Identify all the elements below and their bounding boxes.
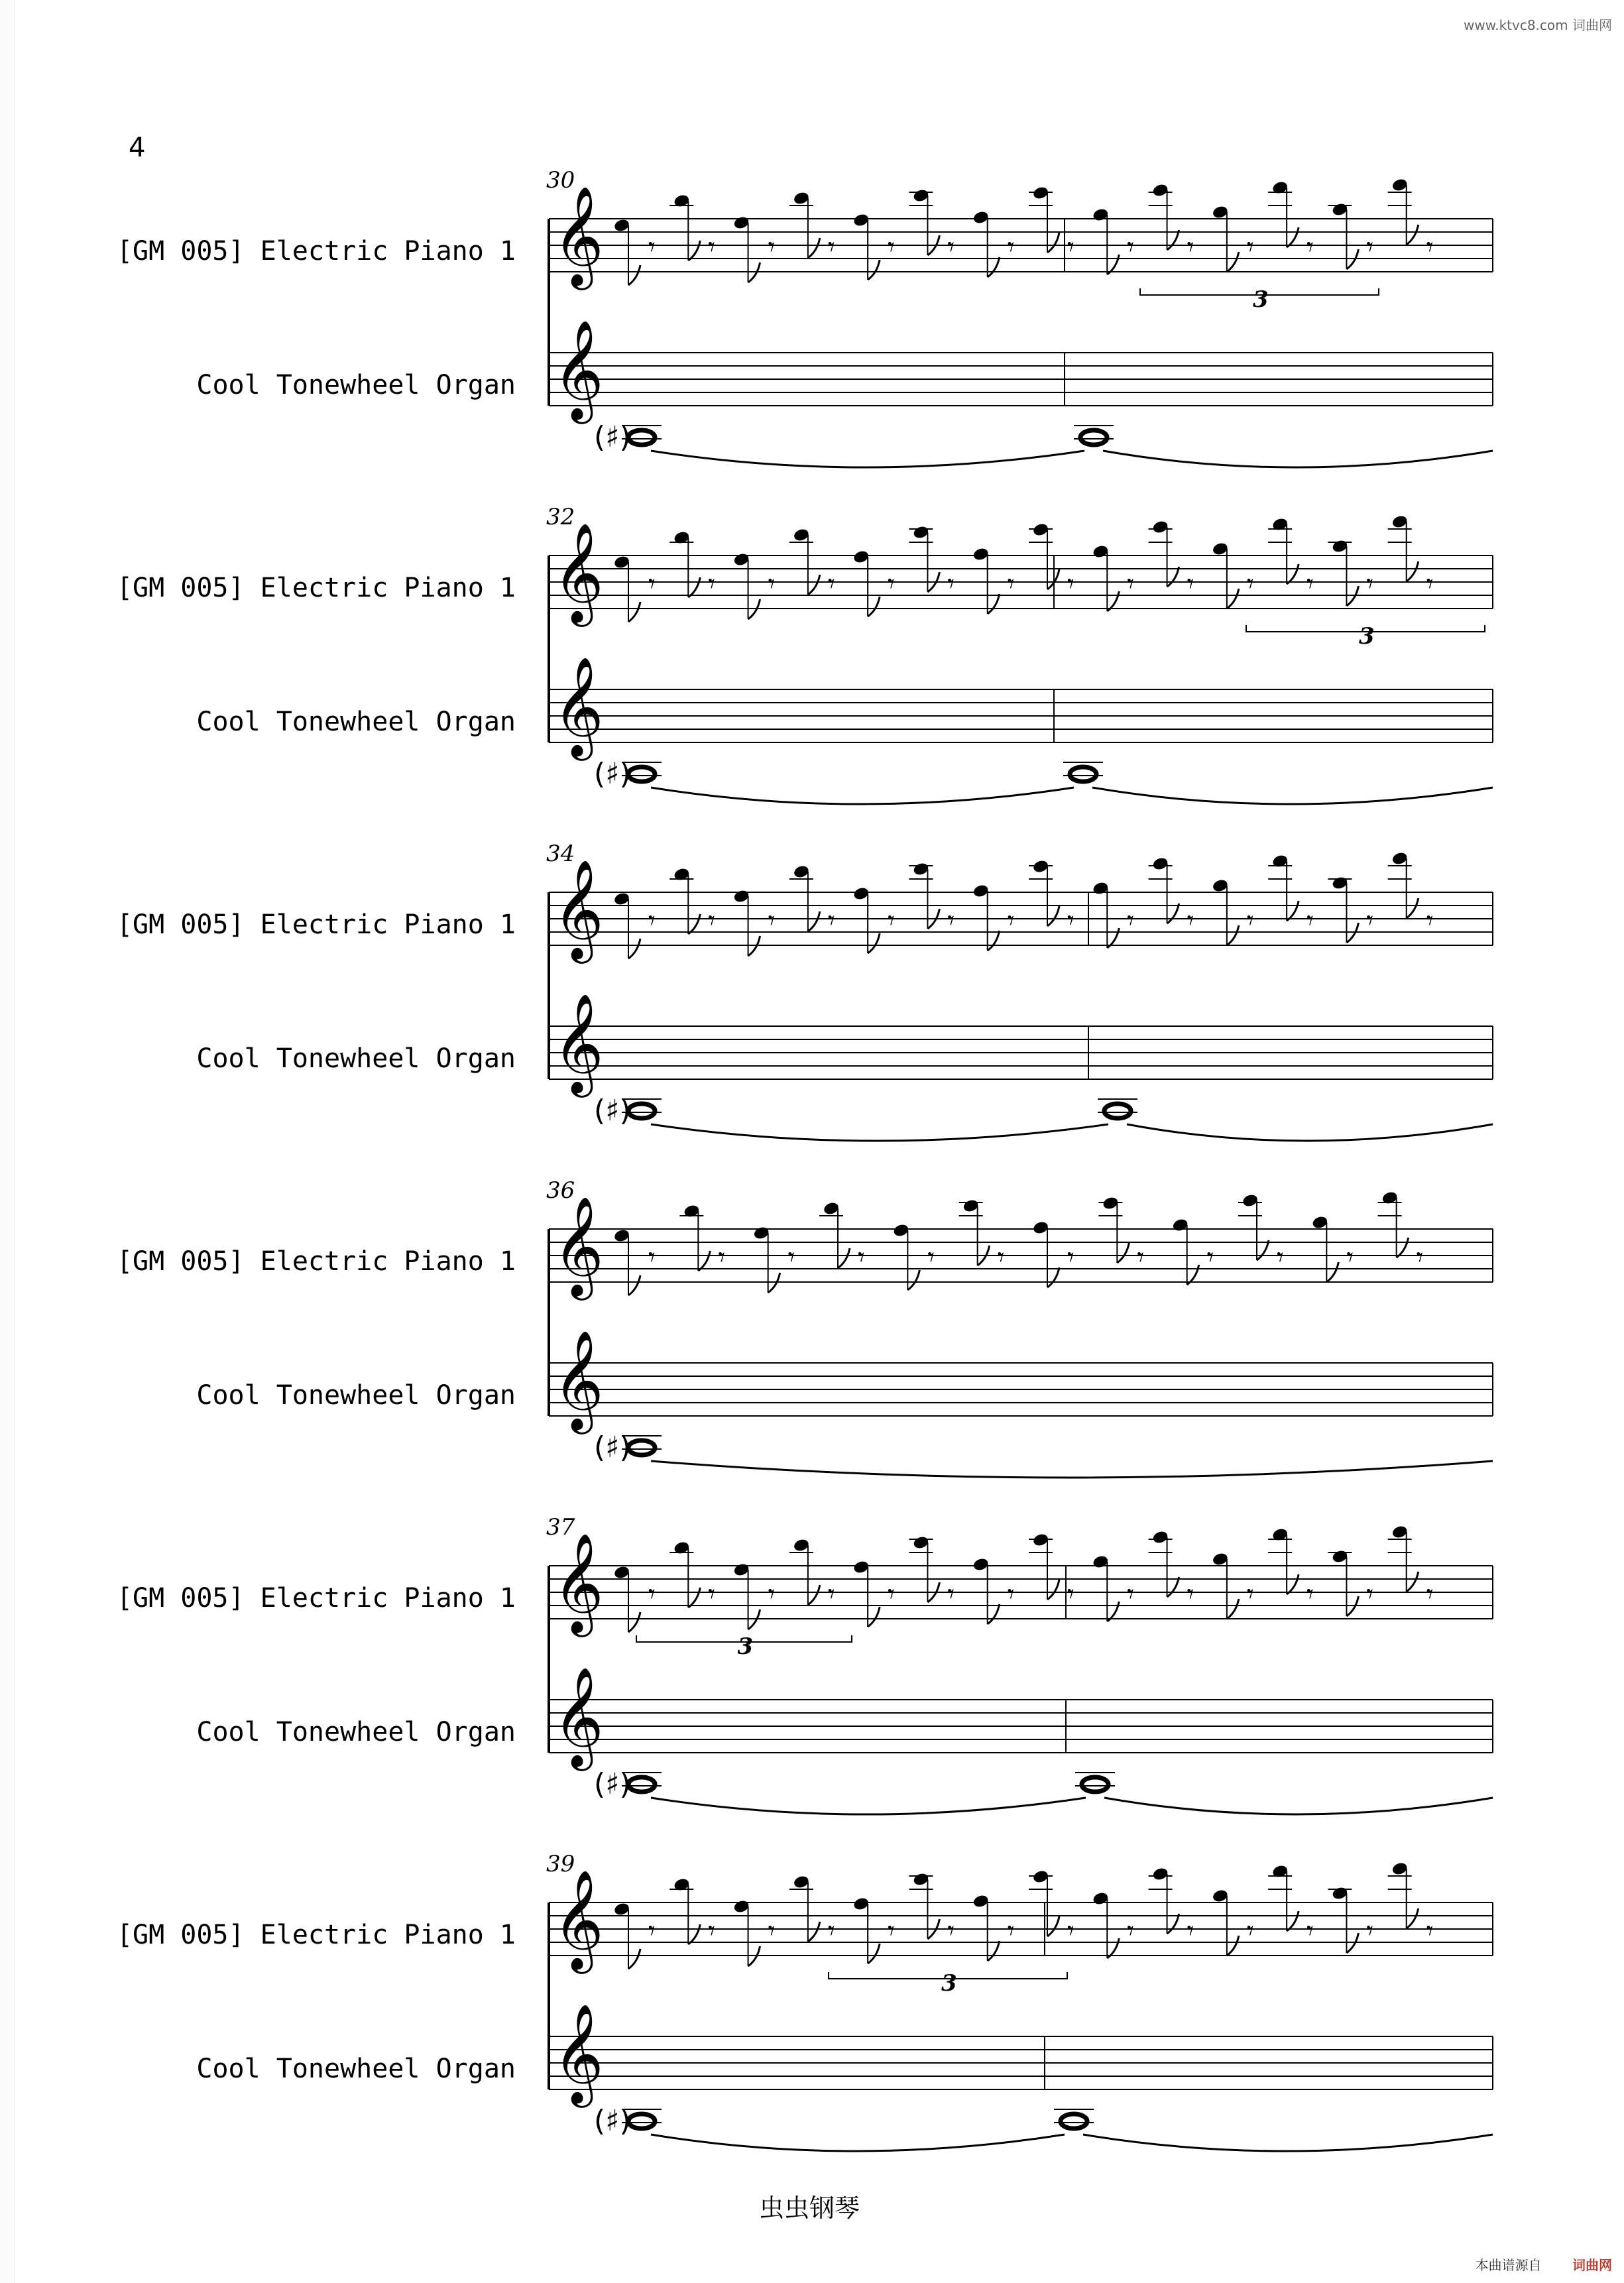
rest-icon: 𝄾 [648,569,656,599]
rest-icon: 𝄾 [1187,569,1194,599]
rest-icon: 𝄾 [648,906,656,936]
source-credit [1476,2254,1612,2274]
rest-icon: 𝄾 [1426,906,1434,936]
sharp-accidental-icon: (♯) [594,1094,631,1128]
rest-icon: 𝄾 [648,1242,656,1273]
treble-clef-icon: 𝄞 [553,1666,604,1767]
triplet-number: 3 [941,1970,957,1997]
instrument-label-piano: [GM 005] Electric Piano 1 [116,1583,516,1613]
measure-number: 39 [546,1851,575,1877]
rest-icon: 𝄾 [648,1916,656,1946]
measure-number: 32 [546,504,575,530]
rest-icon: 𝄾 [1187,232,1194,263]
whole-note [1061,2114,1087,2129]
rest-icon: 𝄾 [1246,1579,1254,1610]
rest-icon: 𝄾 [1246,232,1254,263]
treble-clef-icon: 𝄞 [553,1869,604,1969]
rest-icon: 𝄾 [1187,1916,1194,1946]
rest-icon: 𝄾 [768,1579,776,1610]
rest-icon: 𝄾 [1426,1916,1434,1946]
page-number: 4 [129,133,146,163]
rest-icon: 𝄾 [888,906,895,936]
rest-icon: 𝄾 [827,232,835,263]
rest-icon: 𝄾 [1127,1579,1134,1610]
treble-clef-icon: 𝄞 [553,1532,604,1633]
treble-clef-icon: 𝄞 [553,656,604,756]
rest-icon: 𝄾 [1127,906,1134,936]
rest-icon: 𝄾 [827,906,835,936]
instrument-label-piano: [GM 005] Electric Piano 1 [116,573,516,603]
rest-icon: 𝄾 [1426,569,1434,599]
rest-icon: 𝄾 [1246,1916,1254,1946]
rest-icon: 𝄾 [1127,569,1134,599]
treble-clef-icon: 𝄞 [553,858,604,959]
rest-icon: 𝄾 [1007,1916,1015,1946]
rest-icon: 𝄾 [1007,1579,1015,1610]
instrument-label-organ: Cool Tonewheel Organ [196,1043,516,1074]
rest-icon: 𝄾 [648,1579,656,1610]
instrument-label-organ: Cool Tonewheel Organ [196,2054,516,2084]
treble-clef-icon: 𝄞 [553,319,604,420]
triplet-number: 3 [1359,623,1375,650]
rest-icon: 𝄾 [1306,232,1314,263]
rest-icon: 𝄾 [1127,232,1134,263]
rest-icon: 𝄾 [1246,569,1254,599]
instrument-label-piano: [GM 005] Electric Piano 1 [116,1920,516,1950]
rest-icon: 𝄾 [1366,1579,1374,1610]
sharp-accidental-icon: (♯) [594,757,631,791]
treble-clef-icon: 𝄞 [553,992,604,1093]
rest-icon: 𝄾 [888,569,895,599]
rest-icon: 𝄾 [1366,1916,1374,1946]
rest-icon: 𝄾 [768,1916,776,1946]
rest-icon: 𝄾 [858,1242,865,1273]
rest-icon: 𝄾 [1007,232,1015,263]
credit-left: 本曲谱源自 [1475,2257,1542,2273]
triplet-number: 3 [737,1633,754,1660]
site-watermark: www.ktvc8.com 词曲网 [1463,17,1612,33]
rest-icon: 𝄾 [1306,1916,1314,1946]
rest-icon: 𝄾 [1306,569,1314,599]
rest-icon: 𝄾 [1067,1579,1074,1610]
rest-icon: 𝄾 [708,1916,715,1946]
rest-icon: 𝄾 [1187,906,1194,936]
rest-icon: 𝄾 [648,232,656,263]
rest-icon: 𝄾 [1067,906,1074,936]
rest-icon: 𝄾 [1246,906,1254,936]
rest-icon: 𝄾 [708,1579,715,1610]
instrument-label-piano: [GM 005] Electric Piano 1 [116,236,516,266]
rest-icon: 𝄾 [787,1242,795,1273]
rest-icon: 𝄾 [708,569,715,599]
treble-clef-icon: 𝄞 [553,185,604,286]
sharp-accidental-icon: (♯) [594,1767,631,1801]
rest-icon: 𝄾 [768,906,776,936]
treble-clef-icon: 𝄞 [553,2003,604,2103]
whole-note [628,2114,655,2129]
rest-icon: 𝄾 [827,569,835,599]
rest-icon: 𝄾 [708,906,715,936]
measure-number: 34 [546,841,575,867]
triplet-number: 3 [1253,286,1269,313]
rest-icon: 𝄾 [1366,232,1374,263]
rest-icon: 𝄾 [708,232,715,263]
rest-icon: 𝄾 [1306,1579,1314,1610]
rest-icon: 𝄾 [947,569,955,599]
rest-icon: 𝄾 [947,1579,955,1610]
rest-icon: 𝄾 [947,906,955,936]
sharp-accidental-icon: (♯) [594,1431,631,1464]
staff-organ [549,2003,1493,2108]
rest-icon: 𝄾 [1366,906,1374,936]
treble-clef-icon: 𝄞 [553,1329,604,1430]
rest-icon: 𝄾 [1206,1242,1214,1273]
rest-icon: 𝄾 [888,1916,895,1946]
rest-icon: 𝄾 [1277,1242,1284,1273]
credit-right: 词曲网 [1572,2257,1612,2273]
instrument-label-organ: Cool Tonewheel Organ [196,370,516,400]
rest-icon: 𝄾 [1007,569,1015,599]
staff-piano [549,1869,1493,1974]
rest-icon: 𝄾 [1426,232,1434,263]
rest-icon: 𝄾 [1007,906,1015,936]
rest-icon: 𝄾 [1067,232,1074,263]
rest-icon: 𝄾 [1067,1916,1074,1946]
measure-number: 37 [546,1514,575,1541]
sharp-accidental-icon: (♯) [594,420,631,454]
rest-icon: 𝄾 [997,1242,1005,1273]
instrument-label-piano: [GM 005] Electric Piano 1 [116,909,516,940]
sharp-accidental-icon: (♯) [594,2104,631,2138]
treble-clef-icon: 𝄞 [553,1195,604,1296]
rest-icon: 𝄾 [827,1916,835,1946]
instrument-label-organ: Cool Tonewheel Organ [196,707,516,737]
rest-icon: 𝄾 [768,569,776,599]
rest-icon: 𝄾 [1426,1579,1434,1610]
rest-icon: 𝄾 [947,1916,955,1946]
measure-number: 30 [546,167,575,194]
rest-icon: 𝄾 [1137,1242,1144,1273]
instrument-label-organ: Cool Tonewheel Organ [196,1380,516,1411]
rest-icon: 𝄾 [768,232,776,263]
treble-clef-icon: 𝄞 [553,522,604,622]
instrument-label-organ: Cool Tonewheel Organ [196,1717,516,1747]
rest-icon: 𝄾 [1346,1242,1354,1273]
rest-icon: 𝄾 [1067,1242,1074,1273]
rest-icon: 𝄾 [827,1579,835,1610]
rest-icon: 𝄾 [1187,1579,1194,1610]
rest-icon: 𝄾 [947,232,955,263]
rest-icon: 𝄾 [888,232,895,263]
rest-icon: 𝄾 [888,1579,895,1610]
rest-icon: 𝄾 [1306,906,1314,936]
footer-title: 虫虫钢琴 [759,2194,860,2223]
rest-icon: 𝄾 [1366,569,1374,599]
rest-icon: 𝄾 [1416,1242,1424,1273]
rest-icon: 𝄾 [1127,1916,1134,1946]
rest-icon: 𝄾 [1067,569,1074,599]
rest-icon: 𝄾 [927,1242,935,1273]
measure-number: 36 [546,1177,575,1204]
instrument-label-piano: [GM 005] Electric Piano 1 [116,1246,516,1277]
rest-icon: 𝄾 [718,1242,725,1273]
